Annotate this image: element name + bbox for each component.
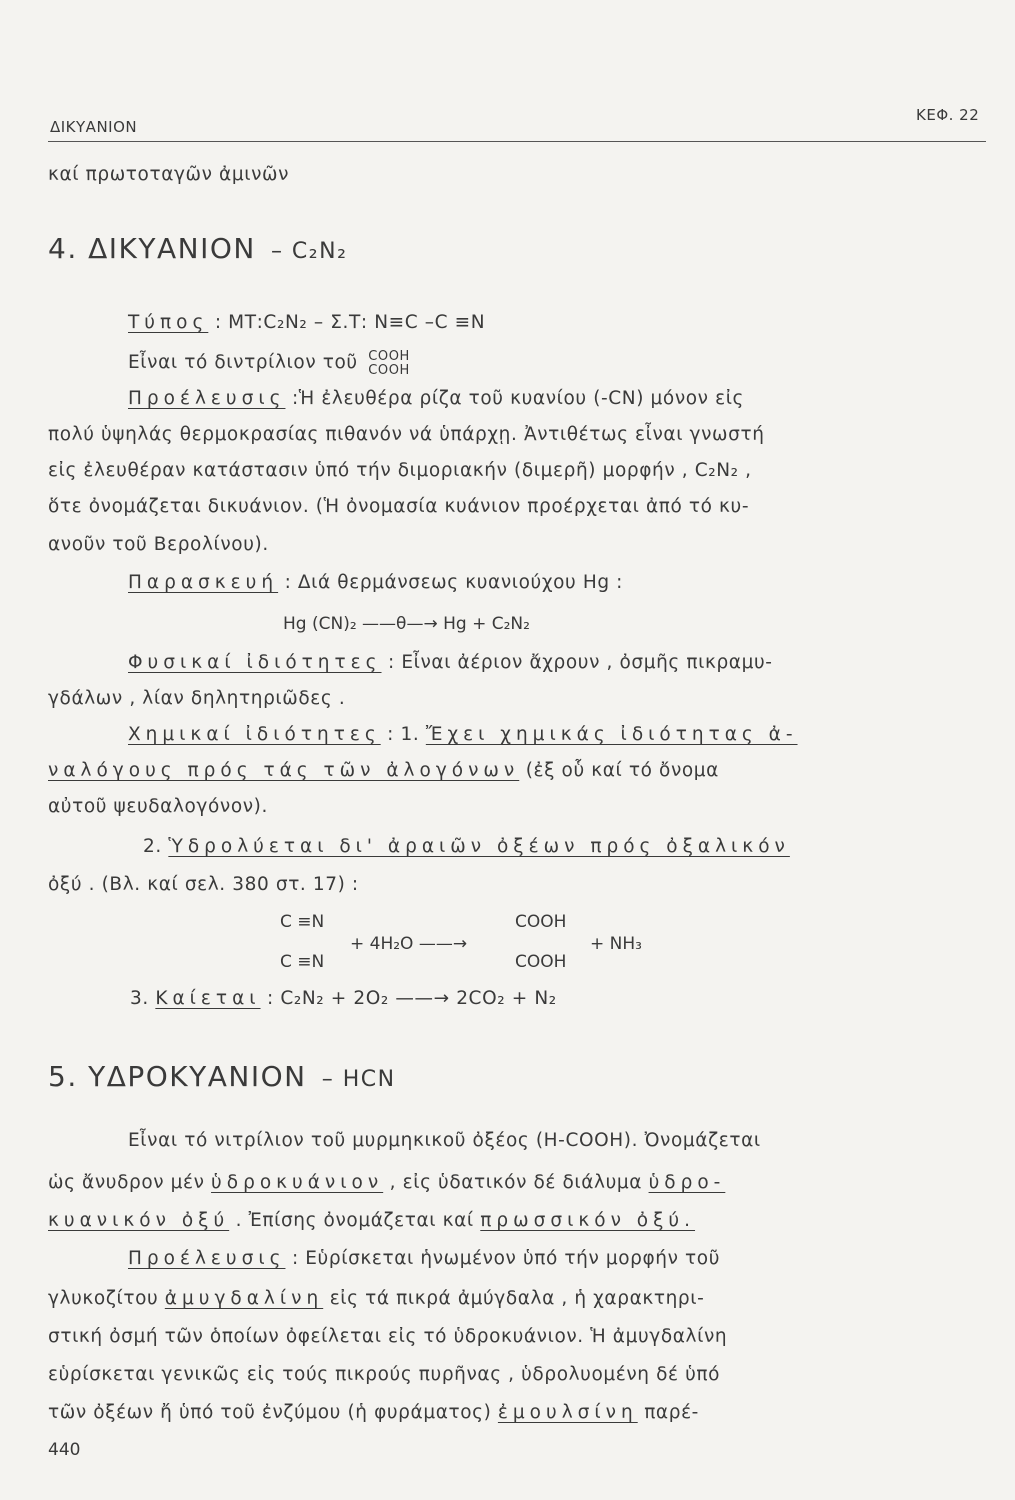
intro-line: καί πρωτοταγῶν ἀμινῶν: [48, 164, 290, 185]
paraskevi-line: [128, 572, 623, 593]
chimikai-1-line2-underlined: ναλόγους πρός τάς τῶν ἀλογόνων: [48, 760, 520, 781]
chimikai-3-prefix: 3.: [130, 988, 149, 1009]
proeleusis4-text-1: πολύ ὑψηλάς θερμοκρασίας πιθανόν νά ὑπάρχῃ. Ἀντιθέτως εἶναι γνωστή: [48, 424, 765, 445]
einai-line: [128, 350, 410, 378]
s5-term-amygdalin: ἀμυγδαλίνη: [164, 1288, 324, 1309]
s5-term-prussic-acid: πρωσσικόν ὀξύ.: [480, 1210, 696, 1231]
section5-formula: – HCN: [321, 1067, 396, 1092]
s5-line5: [48, 1402, 699, 1423]
proeleusis4-text-3: ὅτε ὀνομάζεται δικυάνιον. (Ἡ ὀνομασία κυάνιον προέρχεται ἀπό τό κυ-: [48, 496, 750, 517]
hydrolysis-plus: + NH₃: [590, 934, 642, 954]
proeleusis4-text-0: :Ἡ ἐλευθέρα ρίζα τοῦ κυανίου (-CN) μόνον εἰς: [291, 388, 745, 409]
fysikai-line: [128, 652, 773, 673]
einai-cooh-bottom: COOH: [368, 363, 410, 378]
s5-para1-line1: Εἶναι τό νιτρίλιον τοῦ μυρμηκικοῦ ὀξέος (H-COOH). Ὀνομάζεται: [128, 1130, 761, 1151]
s5-proeleusis-line: [128, 1248, 720, 1269]
hydrolysis-right-bottom: COOH: [515, 952, 567, 972]
proeleusis4-line: [128, 388, 744, 409]
chimikai-2-underlined: Ὑδρολύεται δι' ἀραιῶν ὀξέων πρός ὀξαλικόν: [168, 836, 790, 857]
chimikai-1-line2: [48, 760, 719, 781]
hydrolysis-left-bottom: C ≡N: [280, 952, 325, 972]
chimikai-3-underlined: Καίεται: [155, 988, 261, 1009]
chimikai-3-eq: : C₂N₂ + 2O₂ ——→ 2CO₂ + N₂: [267, 988, 557, 1009]
chimikai-2-line2: ὀξύ . (Βλ. καί σελ. 380 στ. 17) :: [48, 874, 359, 895]
running-header-right: ΚΕΦ. 22: [916, 106, 980, 124]
section5-title: 5. ΥΔΡΟΚΥΑΝΙΟΝ: [48, 1060, 307, 1093]
chimikai-3-line: [130, 988, 557, 1009]
header-rule: [48, 141, 986, 142]
fysikai-label: Φυσικαί ἰδιότητες: [128, 652, 382, 673]
chimikai-line: [128, 724, 798, 745]
section4-heading: [48, 232, 347, 265]
paraskevi-text: : Διά θερμάνσεως κυανιούχου Hg :: [284, 572, 623, 593]
fysikai-text-0: : Εἶναι ἀέριον ἄχρουν , ὀσμῆς πικραμυ-: [388, 652, 773, 673]
proeleusis4-text-2: εἰς ἐλευθέραν κατάστασιν ὑπό τήν διμοριακήν (διμερῆ) μορφήν , C₂N₂ ,: [48, 460, 752, 481]
s5-line2: [48, 1288, 704, 1309]
proeleusis4-label: Προέλευσις: [128, 388, 286, 409]
s5-line3: στική ὀσμή τῶν ὁποίων ὀφείλεται εἰς τό ὑδροκυάνιον. Ἡ ἀμυγδαλίνη: [48, 1326, 728, 1347]
s5-proeleusis-text: : Εὑρίσκεται ἡνωμένον ὑπό τήν μορφήν τοῦ: [291, 1248, 721, 1269]
einai-cooh-top: COOH: [368, 349, 410, 364]
hydrolysis-mid: + 4H₂O ——→: [350, 934, 468, 954]
chimikai-2-prefix: 2.: [143, 836, 162, 857]
hydrolysis-right-top: COOH: [515, 912, 567, 932]
s5-term-hydrocyanion: ὑδροκυάνιον: [211, 1172, 384, 1193]
s5-line2-text-a: ὡς ἄνυδρον μέν: [48, 1172, 205, 1193]
s5-line2-b: εἰς τά πικρά ἀμύγδαλα , ἡ χαρακτηρι-: [329, 1288, 705, 1309]
typos-label: Τύπος: [128, 312, 209, 333]
s5-line3-text: . Ἐπίσης ὀνομάζεται καί: [235, 1210, 474, 1231]
s5-para1-line2: [48, 1172, 725, 1193]
chimikai-1-prefix: : 1.: [387, 724, 420, 745]
s5-para1-line3: [48, 1210, 695, 1231]
fysikai-text-1: γδάλων , λίαν δηλητηριῶδες .: [48, 688, 346, 709]
s5-term-hydrocyanic-acid: κυανικόν ὀξύ: [48, 1210, 230, 1231]
s5-line5-a: τῶν ὀξέων ἤ ὑπό τοῦ ἐνζύμου (ἡ φυράματος): [48, 1402, 492, 1423]
section4-title: 4. ΔΙΚΥΑΝΙΟΝ: [48, 232, 256, 265]
typos-text: : ΜΤ:C₂N₂ – Σ.Τ: N≡C –C ≡N: [214, 312, 486, 333]
s5-proeleusis-label: Προέλευσις: [128, 1248, 286, 1269]
paraskevi-label: Παρασκευή: [128, 572, 279, 593]
chimikai-1-underlined: Ἔχει χημικάς ἰδιότητας ἀ-: [425, 724, 798, 745]
chimikai-2-line: [143, 836, 790, 857]
s5-line2-a: γλυκοζίτου: [48, 1288, 159, 1309]
hydrolysis-left-top: C ≡N: [280, 912, 325, 932]
paraskevi-equation: Hg (CN)₂ ——θ—→ Hg + C₂N₂: [283, 614, 530, 634]
s5-line4: εὑρίσκεται γενικῶς εἰς τούς πικρούς πυρῆνας , ὑδρολυομένη δέ ὑπό: [48, 1364, 721, 1385]
chimikai-1-line2-rest: (ἐξ οὗ καί τό ὄνομα: [525, 760, 719, 781]
s5-line2-text-b: , εἰς ὑδατικόν δέ διάλυμα: [389, 1172, 643, 1193]
typos-line: [128, 312, 485, 333]
chimikai-1-line3: αὐτοῦ ψευδαλογόνον).: [48, 796, 268, 817]
s5-term-hydro: ὑδρο-: [648, 1172, 726, 1193]
s5-line5-b: παρέ-: [644, 1402, 699, 1423]
section4-formula: – C₂N₂: [270, 239, 348, 264]
chimikai-label: Χημικαί ἰδιότητες: [128, 724, 381, 745]
section5-heading: [48, 1060, 396, 1093]
running-header-left: ΔΙΚΥΑΝΙΟΝ: [50, 118, 138, 136]
page-number: 440: [48, 1440, 81, 1460]
einai-text: Εἶναι τό διντρίλιον τοῦ: [128, 352, 358, 373]
proeleusis4-text-4: ανοῦν τοῦ Βερολίνου).: [48, 534, 269, 555]
s5-term-emulsin: ἐμουλσίνη: [497, 1402, 638, 1423]
